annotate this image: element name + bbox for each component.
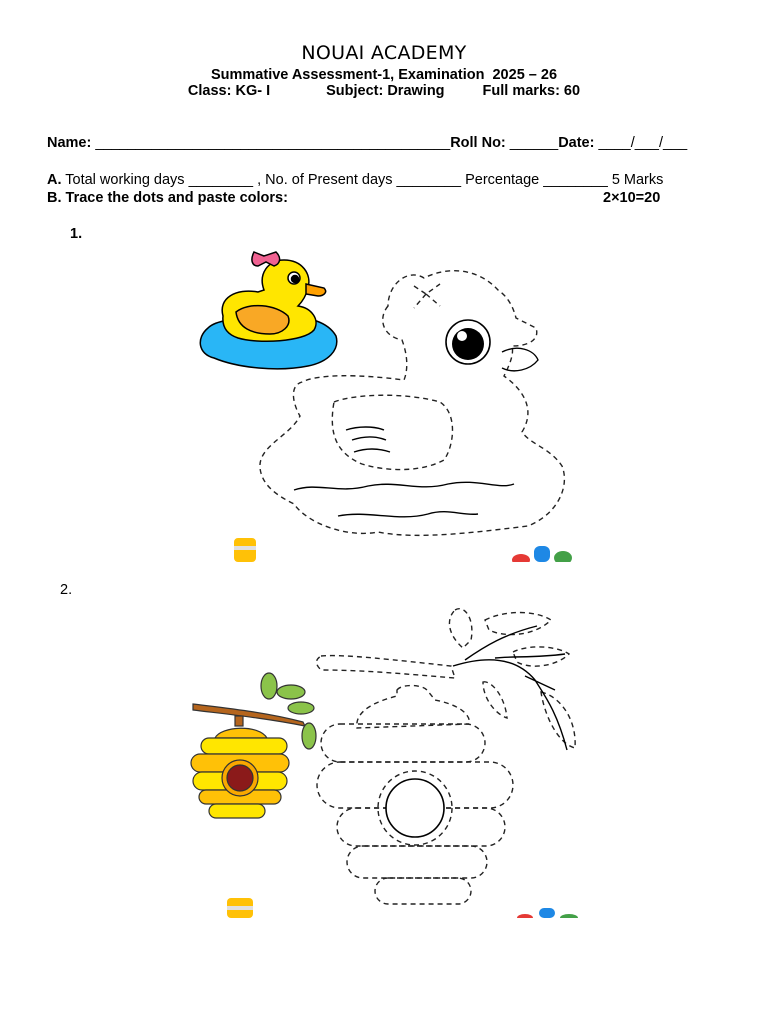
water-wave-lines [294,427,514,517]
section-a-text: Total working days ________ , No. of Present days ________ Percentage ________ 5 Marks [61,172,664,188]
hive-entrance-outline [386,779,444,837]
subject-label: Subject: Drawing [326,83,445,99]
name-label: Name: [47,135,92,151]
section-b-heading: B. Trace the dots and paste colors: [47,190,288,206]
colored-beehive-icon [191,673,316,818]
colored-duck-icon [200,252,336,369]
date-blank[interactable]: ____/___/___ [594,135,688,151]
roll-blank[interactable]: ______ [505,135,559,151]
duck-eye-icon [446,320,490,364]
branch-line-outline [453,626,567,750]
question-2-number: 2. [60,582,73,598]
full-marks-label: Full marks: 60 [482,83,581,99]
section-a-line [47,172,663,188]
school-title: NOUAI ACADEMY [301,42,467,64]
duck-picture [178,246,592,562]
class-label: Class: KG- I [187,83,271,99]
beehive-picture [165,600,595,918]
paint-pots-icon [234,538,572,562]
section-b-marks: 2×10=20 [603,190,661,206]
exam-subtitle: Summative Assessment-1, Examination 2025 – 26 [210,67,558,83]
name-blank[interactable]: ____________________________________________ [91,135,451,151]
class-subject-line [0,83,768,99]
question-1-number: 1. [70,226,83,242]
roll-label: Roll No: [450,135,506,151]
name-roll-date-line [47,135,687,151]
section-a-letter: A. [47,172,62,188]
date-label: Date: [558,135,595,151]
dotted-beehive-outline [317,609,576,904]
paint-pots-icon [227,898,578,918]
